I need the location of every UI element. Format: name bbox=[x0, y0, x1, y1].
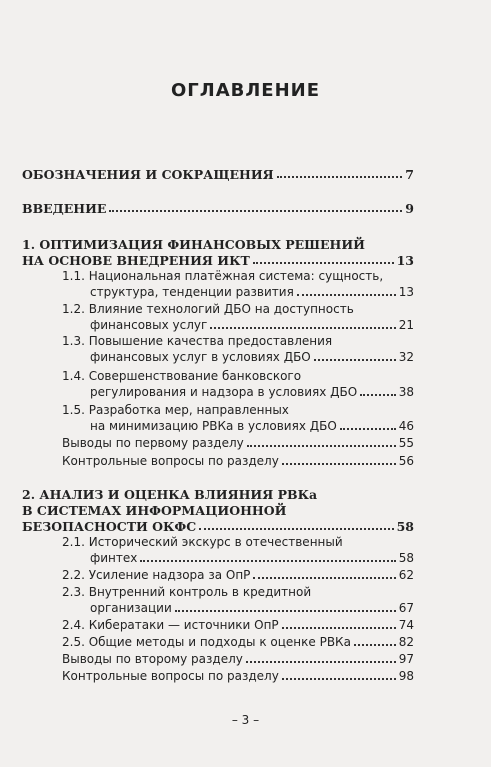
toc-entry-text: 2.5. Общие методы и подходы к оценке РВКа bbox=[62, 635, 351, 649]
toc-page-number: 62 bbox=[398, 568, 414, 582]
section-2-heading: 2. АНАЛИЗ И ОЦЕНКА ВЛИЯНИЯ РВКа bbox=[22, 487, 318, 502]
toc-item-1-3: 1.3. Повышение качества предоставления bbox=[62, 334, 333, 348]
toc-page-number: 38 bbox=[398, 385, 414, 399]
toc-item-1-1-line2 bbox=[90, 285, 414, 300]
toc-conclusions-2 bbox=[62, 652, 414, 667]
toc-entry-text: Выводы по второму разделу bbox=[62, 652, 243, 666]
toc-entry-text: структура, тенденции развития bbox=[90, 285, 294, 299]
toc-entry-text: ВВЕДЕНИЕ bbox=[22, 201, 107, 216]
dot-leader bbox=[253, 262, 394, 264]
toc-item-1-5-line2 bbox=[90, 419, 414, 434]
toc-item-1-1: 1.1. Национальная платёжная система: сущность, bbox=[62, 269, 384, 283]
section-2-heading-line3 bbox=[22, 519, 414, 534]
toc-page-number: 55 bbox=[398, 436, 414, 450]
toc-item-1-3-line2 bbox=[90, 350, 414, 365]
toc-entry-text: финансовых услуг bbox=[90, 318, 208, 332]
dot-leader bbox=[282, 627, 396, 629]
page-number: – 3 – bbox=[231, 713, 260, 727]
toc-entry-abbreviations bbox=[22, 167, 414, 182]
toc-item-2-3-line2 bbox=[90, 601, 414, 616]
toc-page-number: 13 bbox=[398, 285, 414, 299]
toc-entry-text: Контрольные вопросы по разделу bbox=[62, 669, 279, 683]
toc-entry-introduction bbox=[22, 201, 414, 216]
dot-leader bbox=[360, 394, 396, 396]
toc-item-1-5: 1.5. Разработка мер, направленных bbox=[62, 403, 289, 417]
toc-entry-text: Выводы по первому разделу bbox=[62, 436, 244, 450]
toc-page-number: 13 bbox=[396, 253, 414, 268]
toc-item-2-1: 2.1. Исторический экскурс в отечественный bbox=[62, 535, 343, 549]
toc-page-number: 97 bbox=[398, 652, 414, 666]
dot-leader bbox=[282, 678, 396, 680]
toc-page-number: 98 bbox=[398, 669, 414, 683]
toc-item-2-4 bbox=[62, 618, 414, 633]
toc-entry-text: 2.2. Усиление надзора за ОпР bbox=[62, 568, 251, 582]
toc-page-number: 46 bbox=[398, 419, 414, 433]
section-1-heading: 1. ОПТИМИЗАЦИЯ ФИНАНСОВЫХ РЕШЕНИЙ bbox=[22, 237, 365, 252]
toc-item-2-2 bbox=[62, 568, 414, 583]
dot-leader bbox=[140, 560, 395, 562]
toc-entry-text: на минимизацию РВКа в условиях ДБО bbox=[90, 419, 337, 433]
toc-page-number: 58 bbox=[398, 551, 414, 565]
dot-leader bbox=[297, 294, 396, 296]
toc-entry-text: Контрольные вопросы по разделу bbox=[62, 454, 279, 468]
toc-entry-text: организации bbox=[90, 601, 172, 615]
dot-leader bbox=[175, 610, 396, 612]
toc-entry-text: ОБОЗНАЧЕНИЯ И СОКРАЩЕНИЯ bbox=[22, 167, 274, 182]
toc-page-number: 58 bbox=[396, 519, 414, 534]
toc-item-1-2-line2 bbox=[90, 318, 414, 333]
toc-entry-text: финансовых услуг в условиях ДБО bbox=[90, 350, 311, 364]
toc-entry-text: регулирования и надзора в условиях ДБО bbox=[90, 385, 358, 399]
dot-leader bbox=[210, 327, 395, 329]
dot-leader bbox=[247, 445, 396, 447]
toc-page-number: 67 bbox=[398, 601, 414, 615]
toc-item-2-5 bbox=[62, 635, 414, 650]
section-1-heading-line2 bbox=[22, 253, 414, 268]
dot-leader bbox=[354, 644, 396, 646]
toc-item-1-2: 1.2. Влияние технологий ДБО на доступность bbox=[62, 302, 354, 316]
dot-leader bbox=[246, 661, 396, 663]
section-2-heading-line2: В СИСТЕМАХ ИНФОРМАЦИОННОЙ bbox=[22, 503, 287, 518]
toc-page-number: 9 bbox=[405, 201, 414, 216]
toc-entry-text: 2.4. Кибератаки — источники ОпР bbox=[62, 618, 279, 632]
toc-item-2-3: 2.3. Внутренний контроль в кредитной bbox=[62, 585, 312, 599]
toc-entry-text: финтех bbox=[90, 551, 138, 565]
toc-page-number: 7 bbox=[405, 167, 414, 182]
page-title: ОГЛАВЛЕНИЕ bbox=[170, 80, 321, 101]
dot-leader bbox=[314, 359, 396, 361]
dot-leader bbox=[340, 428, 396, 430]
toc-page-number: 74 bbox=[398, 618, 414, 632]
toc-item-1-4: 1.4. Совершенствование банковского bbox=[62, 369, 302, 383]
toc-entry-text: БЕЗОПАСНОСТИ ОКФС bbox=[22, 519, 197, 534]
toc-item-1-4-line2 bbox=[90, 385, 414, 400]
dot-leader bbox=[253, 577, 395, 579]
dot-leader bbox=[199, 528, 393, 530]
toc-conclusions-1 bbox=[62, 436, 414, 451]
toc-page-number: 56 bbox=[398, 454, 414, 468]
dot-leader bbox=[282, 463, 396, 465]
dot-leader bbox=[277, 176, 403, 178]
toc-page-number: 21 bbox=[398, 318, 414, 332]
toc-entry-text: НА ОСНОВЕ ВНЕДРЕНИЯ ИКТ bbox=[22, 253, 250, 268]
toc-page-number: 32 bbox=[398, 350, 414, 364]
dot-leader bbox=[109, 210, 402, 212]
toc-questions-2 bbox=[62, 669, 414, 684]
toc-questions-1 bbox=[62, 454, 414, 469]
toc-page-number: 82 bbox=[398, 635, 414, 649]
toc-item-2-1-line2 bbox=[90, 551, 414, 566]
